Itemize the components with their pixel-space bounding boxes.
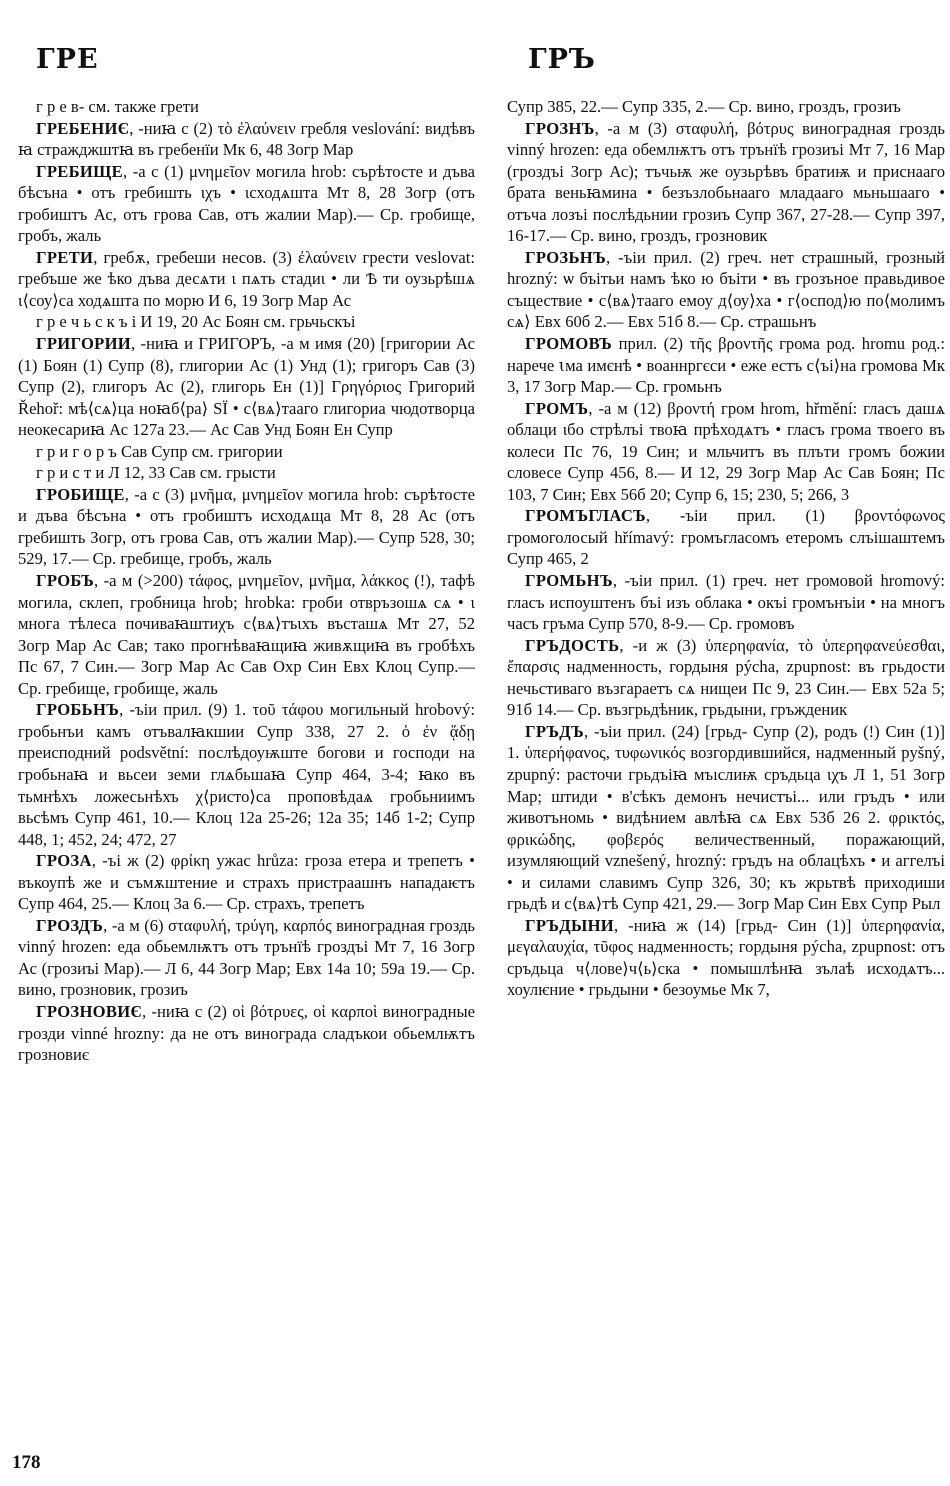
entry-headword: ГРЪДЫНИ <box>525 915 615 935</box>
dictionary-entry <box>507 570 945 635</box>
entry-headword: ГРОЗНЪ <box>525 118 595 138</box>
entry-headword: ГРОМЪ <box>525 398 589 418</box>
entry-text: Супр 385, 22.— Супр 335, 2.— Ср. вино, гроздъ, грозиъ <box>507 97 901 116</box>
dictionary-entry <box>18 850 475 915</box>
dictionary-entry <box>18 311 475 333</box>
entry-headword: ГРОЗА <box>36 851 92 871</box>
entry-text: прил. (2) τῆς βροντῆς грома род. hromu род.: нарече ꙇма имєнѣ • воаннргєси • еже естъ с⟨ъі⟩на громова Мк 3, 17 Зогр Мар.— Ср. громьнъ <box>507 334 945 397</box>
entry-text: г р и г о р ъ Сав Супр см. григории <box>36 441 283 461</box>
running-head-right: ГРЪ <box>528 44 596 75</box>
entry-text: , -ниꙗ с (2) οἱ βότρυες, οἱ καρποὶ виноградные грозди vinné hrozny: да не отъ винограда сладъкои обьемлѭтъ грозновиє <box>18 1001 475 1065</box>
dictionary-entry <box>507 333 945 398</box>
dictionary-entry <box>18 441 475 463</box>
dictionary-entry <box>18 1001 475 1066</box>
entry-text: , -ниꙗ ж (14) [грьд- Син (1)] ὑπερηφανία, μεγαλαυχία, τῦφος надменность; гордыня pýcha, zpupnost: отъ сръдьца ч⟨лове⟩ч⟨ь⟩ска • помышлѣнꙗ зълаѣ исходѧтъ... хоулѥние • грьдыни • безоумье Мк 7, <box>507 915 945 1000</box>
dictionary-entry <box>18 570 475 699</box>
entry-headword: ГРОБИЩЕ <box>36 484 125 504</box>
dictionary-entry <box>18 96 475 118</box>
entry-text: , -ниꙗ и ГРИГОРЪ, -а м имя (20) [григории Ас (1) Боян (1) Супр (8), глигории Ас (1) Унд (1); григоръ Сав (3) Супр (2), глигоръ Ас (2), глигорь Ен (1)] Γρηγόριος Григорий Řehoř: мѣ⟨сѧ⟩ца ноꙗб⟨ра⟩ ЅЇ • с⟨вѧ⟩тааго глигориа чюдотворца неокесариꙗ Ас 127а 23.— Ас Сав Унд Боян Ен Супр <box>18 334 475 440</box>
entry-headword: ГРОМЬНЪ <box>525 571 613 591</box>
dictionary-entry <box>507 635 945 721</box>
entry-headword: ГРЕБИЩЕ <box>36 161 124 181</box>
dictionary-entry <box>507 915 945 1001</box>
dictionary-entry <box>18 699 475 850</box>
entry-text: , -а м (3) σταφυλή, βότρυς виноградная гроздь vinný hrozen: еда обемлѭтъ отъ трънїѣ грозиъі Мт 7, 16 Мар (гроздъі Зогр Ас); тъчьѭ же оузьрѣвъ братиѭ и приснааго брата веньꙗмина • безъзлобьнааго младааго мьньшааго • отъча лозъі послѣдьнии грозиъ Супр 367, 27-28.— Супр 397, 16-17.— Ср. вино, гроздъ, грозновик <box>507 118 945 246</box>
entry-headword: ГРОБЪ <box>36 571 95 591</box>
dictionary-entry <box>18 915 475 1001</box>
entry-text: , -ъіи прил. (9) 1. τοῦ τάφου могильный hrobový: гробьнъи камъ отъвалꙗкшии Супр 338, 27 2. ὁ ἐν ᾅδῃ преисподний podsvětní: послѣдоуѭште богови и господи на гробьнаꙗ и вьсеи земи глѧбьшаꙗ Супр 464, 3-4; ꙗко въ тьмнѣхъ ложесьнѣхъ χ⟨ристо⟩са проповѣдаѧ гробьниимъ вьсѣмъ Супр 461, 10.— Клоц 12а 25-26; 12а 35; 14б 1-2; Супр 448, 1; 452, 24; 472, 27 <box>18 700 475 849</box>
dictionary-entry <box>18 161 475 247</box>
entry-text: , гребѫ, гребеши несов. (3) ἐλαύνειν грести veslovat: гребъше же ѣко дъва десѧти ι пѧть стадиι • ли Ѣ ти оузьрѣшѧ ι⟨соу⟩са ходѧшта по морю И 6, 19 Зогр Мар Ас <box>18 247 475 310</box>
dictionary-entry <box>18 118 475 161</box>
entry-text: , -ъіи прил. (24) [грьд- Супр (2), родъ (!) Син (1)] 1. ὑπερήφανος, τυφωνικός возгордившийся, надменный pyšný, zpupný: расточи грьдъіꙗ мъıслиѭ сръдьца ιχъ Л 1, 51 Зогр Мар; штиди • в'сѣкъ демонъ нечистъі... или гръдъ • или животъномь • видѣнием авлѣꙗ сѧ Евх 53б 26 2. φρικτός, φρικώδης, φοβερός величественный, поражающий, изумляющий vznešený, hrozný: гръдъ на облацѣхъ • и аггелъі • и силами славимъ Супр 326, 30; къ жрьтвѣ приходиши грьдѣ и с⟨вѧ⟩тѣ Супр 421, 29.— Зогр Мар Син Евх Супр Рыл <box>507 721 945 914</box>
entry-headword: ГРОЗНОВИЄ <box>36 1001 143 1021</box>
left-column <box>18 96 475 1066</box>
entry-headword: ГРЕТИ <box>36 247 94 267</box>
dictionary-entry <box>507 96 945 118</box>
entry-text: , -а м (12) βροντή гром hrom, hřmění: гласъ дашѧ облаци ιбо стрѣлъі твоꙗ прѣходѧтъ • гласъ грома твоего въ колеси Пс 76, 19 Син; и мльчитъ въ плъти громъ божии словесе Супр 456, 8.— И 12, 29 Зогр Мар Ас Сав Боян; Пс 103, 7 Син; Евх 56б 20; Супр 6, 15; 230, 5; 266, 3 <box>507 398 945 504</box>
entry-text: , -а м (6) σταφυλή, τρύγη, καρπός виноградная гроздь vinný hrozen: еда обьемлѭтъ отъ трънїѣ гроздъі Мт 7, 16 Зогр Ас (грозиъі Мар).— Л 6, 44 Зогр Мар; Евх 14а 10; 59а 19.— Ср. вино, грозновик, грозиъ <box>18 915 475 1000</box>
dictionary-entry <box>507 118 945 247</box>
dictionary-entry <box>18 484 475 570</box>
entry-headword: ГРЕБЕНИЄ <box>36 118 130 138</box>
entry-text: , -ниꙗ с (2) τὸ ἐλαύνειν гребля veslování: видѣвъ ꙗ стражджштꙗ въ гребенїи Мк 6, 48 Зогр Мар <box>18 118 475 160</box>
entry-text: г р е в- см. также грети <box>36 97 199 116</box>
dictionary-entry <box>18 247 475 312</box>
entry-headword: ГРОМОВЪ <box>525 334 613 354</box>
entry-text: , -ъі ж (2) φρίκη ужас hrůza: гроза етера и трепетъ • въкоупѣ же и съмѫштение и страхъ пристраашнъ нападаѥтъ Супр 464, 25.— Клоц 3а 6.— Ср. страхъ, трепетъ <box>18 851 475 914</box>
right-column <box>507 96 945 1001</box>
dictionary-entry <box>507 721 945 915</box>
dictionary-entry <box>507 505 945 570</box>
dictionary-entry <box>507 398 945 506</box>
entry-headword: ГРОЗЬНЪ <box>525 247 606 267</box>
entry-headword: ГРОЗДЪ <box>36 915 104 935</box>
dictionary-entry <box>18 333 475 441</box>
entry-headword: ГРИГОРИИ <box>36 334 132 354</box>
entry-text: , -а с (3) μνῆμα, μνημεῖον могила hrob: сърѣтосте и дъва бѣсъна • отъ гробиштъ исходѧща Мт 8, 28 Ас (отъ гребишть Зогр, отъ грова Сав, отъ жалии Мар).— Супр 528, 30; 529, 17.— Ср. гребище, гробъ, жаль <box>18 484 475 569</box>
entry-text: , -и ж (3) ὑπερηφανία, τὸ ὑπερηφανεύεσθαι, ἔπαρσις надменность, гордыня pýcha, zpupnost: въ грьдости нечьстиваго възгараетъ сѧ нищеи Пс 9, 23 Син.— Евх 52а 5; 91б 14.— Ср. възгрьдѣник, грьдыни, гръжденик <box>507 635 945 720</box>
entry-headword: ГРОБЬНЪ <box>36 700 120 720</box>
entry-text: г р и с т и Л 12, 33 Сав см. грысти <box>36 463 276 483</box>
entry-text: , -ъіи прил. (2) греч. нет страшный, грозный hrozný: ѡ бъітьи намъ ѣко ю бъіти • въ грозъное правьдивое съществие • с⟨вѧ⟩тааго емоу д⟨оу⟩ха • г⟨оспод⟩ю по⟨молимъ сѧ⟩ Евх 60б 2.— Евх 51б 8.— Ср. страшьнъ <box>507 247 945 332</box>
running-head-left: ГРЕ <box>36 44 99 75</box>
entry-text: , -ъіи прил. (1) βροντόφωνος громоголосый hřímavý: громъгласомъ етеромъ слъішаштемъ Супр 465, 2 <box>507 506 945 569</box>
page-number: 178 <box>12 1452 41 1473</box>
entry-text: г р е ч ь с к ъ і И 19, 20 Ас Боян см. грьчьскъі <box>36 312 356 332</box>
entry-headword: ГРЪДОСТЬ <box>525 635 620 655</box>
dictionary-entry <box>507 247 945 333</box>
entry-text: , -а с (1) μνημεῖον могила hrob: сърѣтосте и дъва бѣсъна • отъ гребишть ιχъ • ιсходѧшта Мт 8, 28 Зогр (отъ гробиштъ Ас, отъ грова Сав, отъ жалии Мар).— Ср. гробище, гробъ, жаль <box>18 161 475 246</box>
entry-headword: ГРЪДЪ <box>525 721 585 741</box>
entry-text: , -ъіи прил. (1) греч. нет громовой hromový: гласъ испоуштенъ бъі изъ облака • окъі громънъіи • на мнoгъ часъ гръма Супр 570, 8-9.— Ср. громовъ <box>507 571 945 634</box>
dictionary-entry <box>18 462 475 484</box>
entry-headword: ГРОМЪГЛАСЪ <box>525 506 646 526</box>
entry-text: , -а м (>200) τάφος, μνημεῖον, μνῆμα, λάκκος (!), тафѣ могила, склеп, гробница hrob; hrobka: гроби отвръзошѧ сѧ • ι многа тѣлеса почиваꙗштиχъ с⟨вѧ⟩тъιхъ въсташѧ Мт 27, 52 Зогр Мар Ас Сав; тако прогнѣваꙗщиꙗ живѫщиꙗ въ гробѣхъ Пс 67, 7 Син.— Зогр Мар Ас Сав Охр Син Евх Клоц Супр.— Ср. гребище, гробище, жаль <box>18 571 475 698</box>
